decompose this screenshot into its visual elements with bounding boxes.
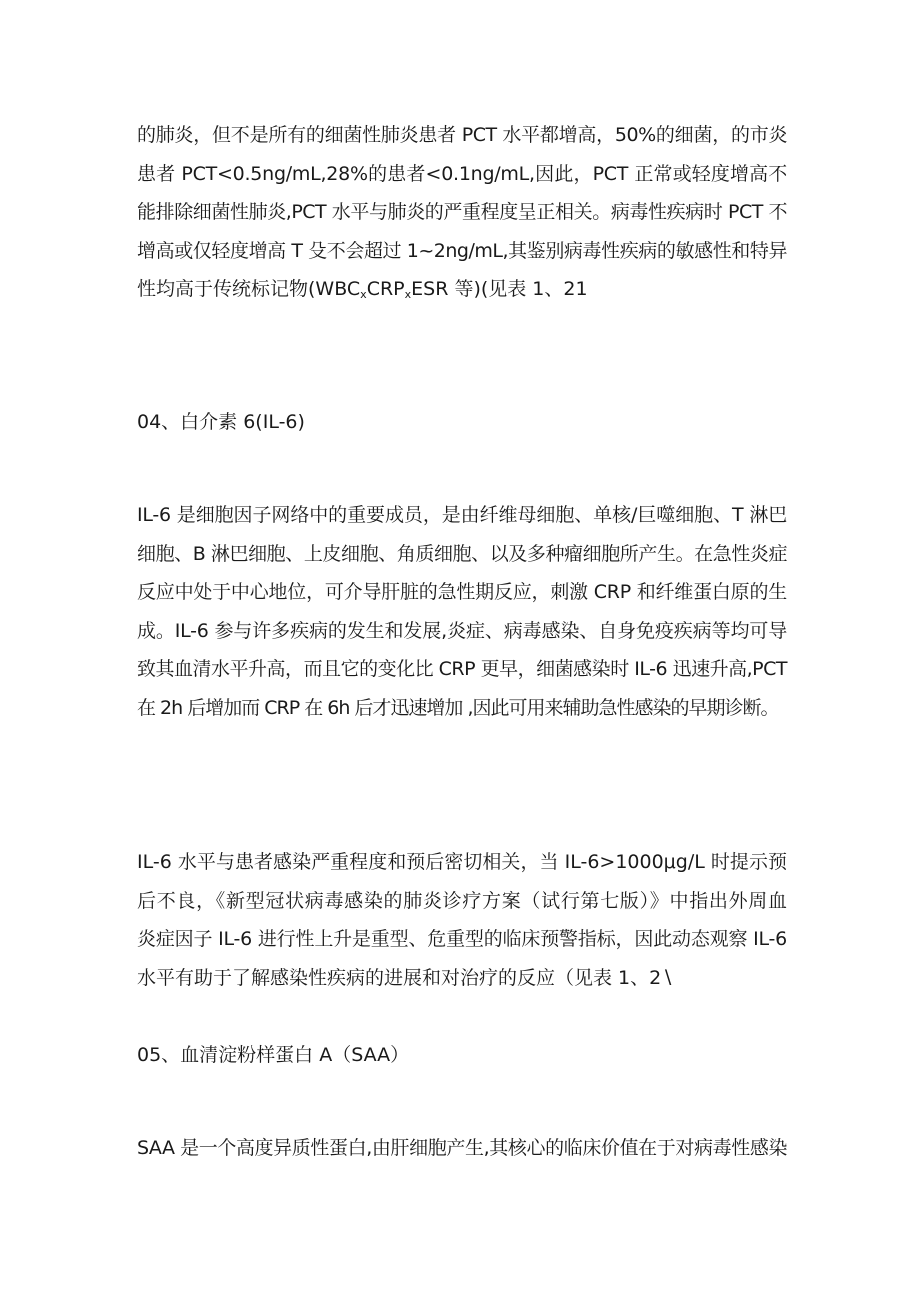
text-line: 在 2h 后增加而 CRP 在 6h 后才迅速增加 ,因此可用来辅助急性感染的早期诊断。 <box>137 696 779 719</box>
text-line: 患者 PCT<0.5ng∕mL,28%的患者<0.1ng/mL,因此，PCT 正常或轻度增高不 <box>137 162 787 185</box>
text-run: CRP <box>366 278 405 300</box>
text-line: IL-6 是细胞因子网络中的重要成员，是由纤维母细胞、单核/巨噬细胞、T 淋巴 <box>137 504 787 526</box>
text-line: 的肺炎，但不是所有的细菌性肺炎患者 PCT 水平都增高，50%的细菌，的市炎 <box>137 124 787 146</box>
text-line: SAA 是一个高度异质性蛋白,由肝细胞产生,其核心的临床价值在于对病毒性感染 <box>137 1137 787 1159</box>
text-line: 后不良，《新型冠状病毒感染的肺炎诊疗方案（试行第七版）》中指出外周血 <box>137 889 787 912</box>
text-run: 性均高于传统标记物(WBC <box>137 278 361 300</box>
saa-paragraph <box>137 1129 787 1168</box>
pct-paragraph <box>137 116 787 309</box>
text-line: 增高或仅轻度增高 T 殳不会超过 1~2ng∕mL,其鉴别病毒性疾病的敏感性和特异 <box>137 239 787 262</box>
text-run: ESR 等)(见表 1、21 <box>411 278 588 300</box>
section-heading-il6: 04、白介素 6(IL-6) <box>137 411 305 433</box>
il6-prognosis-paragraph <box>137 843 787 997</box>
text-line: 成。IL-6 参与许多疾病的发生和发展,炎症、病毒感染、自身免疫疾病等均可导 <box>137 619 787 642</box>
text-line: 能排除细菌性肺炎,PCT 水平与肺炎的严重程度呈正相关。病毒性疾病时 PCT 不 <box>137 201 787 223</box>
section-heading-saa: 05、血清淀粉样蛋白 A（SAA） <box>137 1044 410 1066</box>
subscript: x <box>360 288 367 301</box>
text-line: IL-6 水平与患者感染严重程度和预后密切相关，当 IL-6>1000μg∕L 时提示预 <box>137 851 787 873</box>
text-line: 致其血清水平升高，而且它的变化比 CRP 更早，细菌感染时 IL-6 迅速升高,PCT <box>137 658 787 680</box>
subscript: x <box>404 288 412 301</box>
text-line: 反应中处于中心地位，可介导肝脏的急性期反应，刺激 CRP 和纤维蛋白原的生 <box>137 581 787 603</box>
il6-paragraph <box>137 496 787 727</box>
text-line: 炎症因子 IL-6 进行性上升是重型、危重型的临床预警指标，因此动态观察 IL-6 <box>137 928 787 950</box>
text-line <box>137 270 787 309</box>
text-line: 细胞、B 淋巴细胞、上皮细胞、角质细胞、以及多种瘤细胞所产生。在急性炎症 <box>137 542 787 565</box>
text-line: 水平有助于了解感染性疾病的进展和对治疗的反应（见表 1、2∖ <box>137 966 674 989</box>
